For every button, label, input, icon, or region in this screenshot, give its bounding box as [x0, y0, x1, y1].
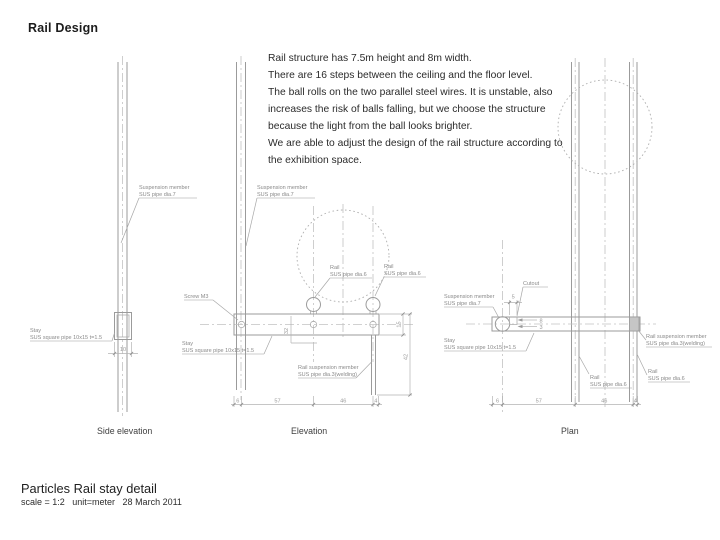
dim-d: 4: [633, 398, 637, 405]
stay-square-section: [115, 313, 132, 340]
dim-cutout: 5: [511, 294, 515, 301]
callout-line: SUS pipe dia.6: [330, 272, 367, 278]
view-title-side-elevation: Side elevation: [97, 426, 153, 436]
dim-width: 10: [119, 347, 127, 353]
callout-line: Rail: [590, 375, 600, 381]
callout-line: Stay: [182, 341, 194, 347]
bottom-dimensions: [231, 396, 382, 407]
leader-line: [121, 198, 139, 243]
view-title-elevation: Elevation: [291, 426, 328, 436]
leader-line: [493, 307, 499, 318]
callout-line: Suspension member: [444, 294, 495, 300]
dim-b: 57: [274, 398, 281, 405]
callout-line: Stay: [30, 328, 42, 334]
rail-suspension-callout: [638, 330, 712, 347]
suspension-member-callout: [246, 185, 315, 246]
bottom-dimensions: [489, 396, 641, 407]
leader-line: [264, 336, 272, 354]
callout-line: SUS pipe dia.6: [384, 271, 421, 277]
dim-drop: 32: [284, 327, 290, 335]
cutout-notch: [510, 317, 518, 325]
view-title-plan: Plan: [561, 426, 579, 436]
callout-line: SUS square pipe 10x15 t=1.5: [444, 345, 517, 351]
dim-member-length: 42: [403, 353, 410, 361]
leader-line: [213, 300, 238, 320]
callout-line: Stay: [444, 338, 456, 344]
leader-line: [246, 198, 257, 246]
callout-line: SUS pipe dia.6: [648, 376, 685, 382]
dim-d: 4: [374, 398, 378, 405]
dim-bar-height: 15: [396, 321, 403, 328]
drawing-meta: scale = 1:2 unit=meter 28 March 2011: [21, 497, 182, 507]
description-line: increases the risk of balls falling, but we choose the structure: [268, 104, 546, 115]
stay-callout: [30, 328, 115, 341]
suspension-pipe: [118, 56, 127, 416]
page-title: Rail Design: [28, 21, 99, 35]
rail-right-callout: [375, 264, 426, 296]
width-dimension: [108, 342, 138, 357]
drawing-title: Particles Rail stay detail: [21, 481, 157, 496]
drop-dimension: [284, 316, 317, 343]
callout-line: SUS pipe dia.7: [444, 301, 481, 307]
description-line: There are 16 steps between the ceiling and the floor level.: [268, 70, 533, 81]
rail-left-callout: [315, 265, 372, 297]
callout-line: Suspension member: [257, 185, 308, 191]
callout-line: SUS pipe dia.3(welding): [646, 341, 706, 347]
dim-a: 6: [495, 398, 500, 405]
member-length-dimension: [377, 312, 412, 396]
rail-suspension-callout: [298, 362, 372, 378]
callout-line: Screw M3: [184, 294, 209, 300]
leader-line: [637, 354, 647, 375]
cutout-callout: [517, 281, 548, 316]
description-line: Rail structure has 7.5m height and 8m width.: [268, 53, 472, 64]
dim-a: 6: [236, 398, 240, 405]
stay-callout: [182, 336, 272, 354]
callout-line: SUS pipe dia.3(welding): [298, 372, 358, 378]
rail-right-callout: [637, 354, 690, 382]
leader-line: [526, 333, 534, 351]
dim-c: 46: [601, 398, 608, 405]
title-block: [21, 481, 182, 507]
callout-line: SUS square pipe 10x15 t=1.5: [182, 348, 255, 354]
leader-line: [638, 330, 646, 340]
suspension-member-callout: [121, 185, 197, 243]
dim-b: 57: [535, 398, 542, 405]
slot-dimensions: [518, 318, 543, 331]
callout-line: Rail: [384, 264, 394, 270]
callout-line: Rail: [648, 369, 658, 375]
stay-bar: [492, 317, 640, 331]
rail-pipes: [572, 58, 638, 410]
callout-line: Rail: [330, 265, 340, 271]
callout-line: Cutout: [523, 281, 540, 287]
callout-line: Rail suspension member: [298, 365, 359, 371]
dim-slot-b: 3: [539, 325, 543, 331]
callout-line: SUS pipe dia.7: [139, 192, 176, 198]
elevation-view: [182, 56, 426, 436]
description-line: because the light from the ball looks brighter.: [268, 121, 473, 132]
description-line: We are able to adjust the design of the rail structure according to: [268, 138, 563, 149]
callout-line: SUS pipe dia.7: [257, 192, 294, 198]
callout-line: Suspension member: [139, 185, 190, 191]
leader-line: [375, 277, 384, 296]
rail-suspension-member: [372, 335, 376, 395]
rail-suspension-section: [630, 317, 640, 331]
leader-line: [315, 278, 330, 297]
dim-c: 46: [340, 398, 347, 405]
plan-view: [444, 58, 712, 436]
suspension-member-callout: [444, 294, 499, 318]
leader-line: [579, 355, 590, 374]
description-line: the exhibition space.: [268, 155, 362, 166]
side-elevation-view: [30, 56, 197, 436]
description-line: The ball rolls on the two parallel steel wires. It is unstable, also: [268, 87, 553, 98]
dim-slot-a: 8: [539, 318, 543, 325]
screw-callout: [184, 294, 238, 320]
callout-line: SUS square pipe 10x15 t=1.5: [30, 335, 103, 341]
callout-line: SUS pipe dia.6: [590, 382, 627, 388]
callout-line: Rail suspension member: [646, 334, 707, 340]
stay-callout: [444, 333, 534, 351]
